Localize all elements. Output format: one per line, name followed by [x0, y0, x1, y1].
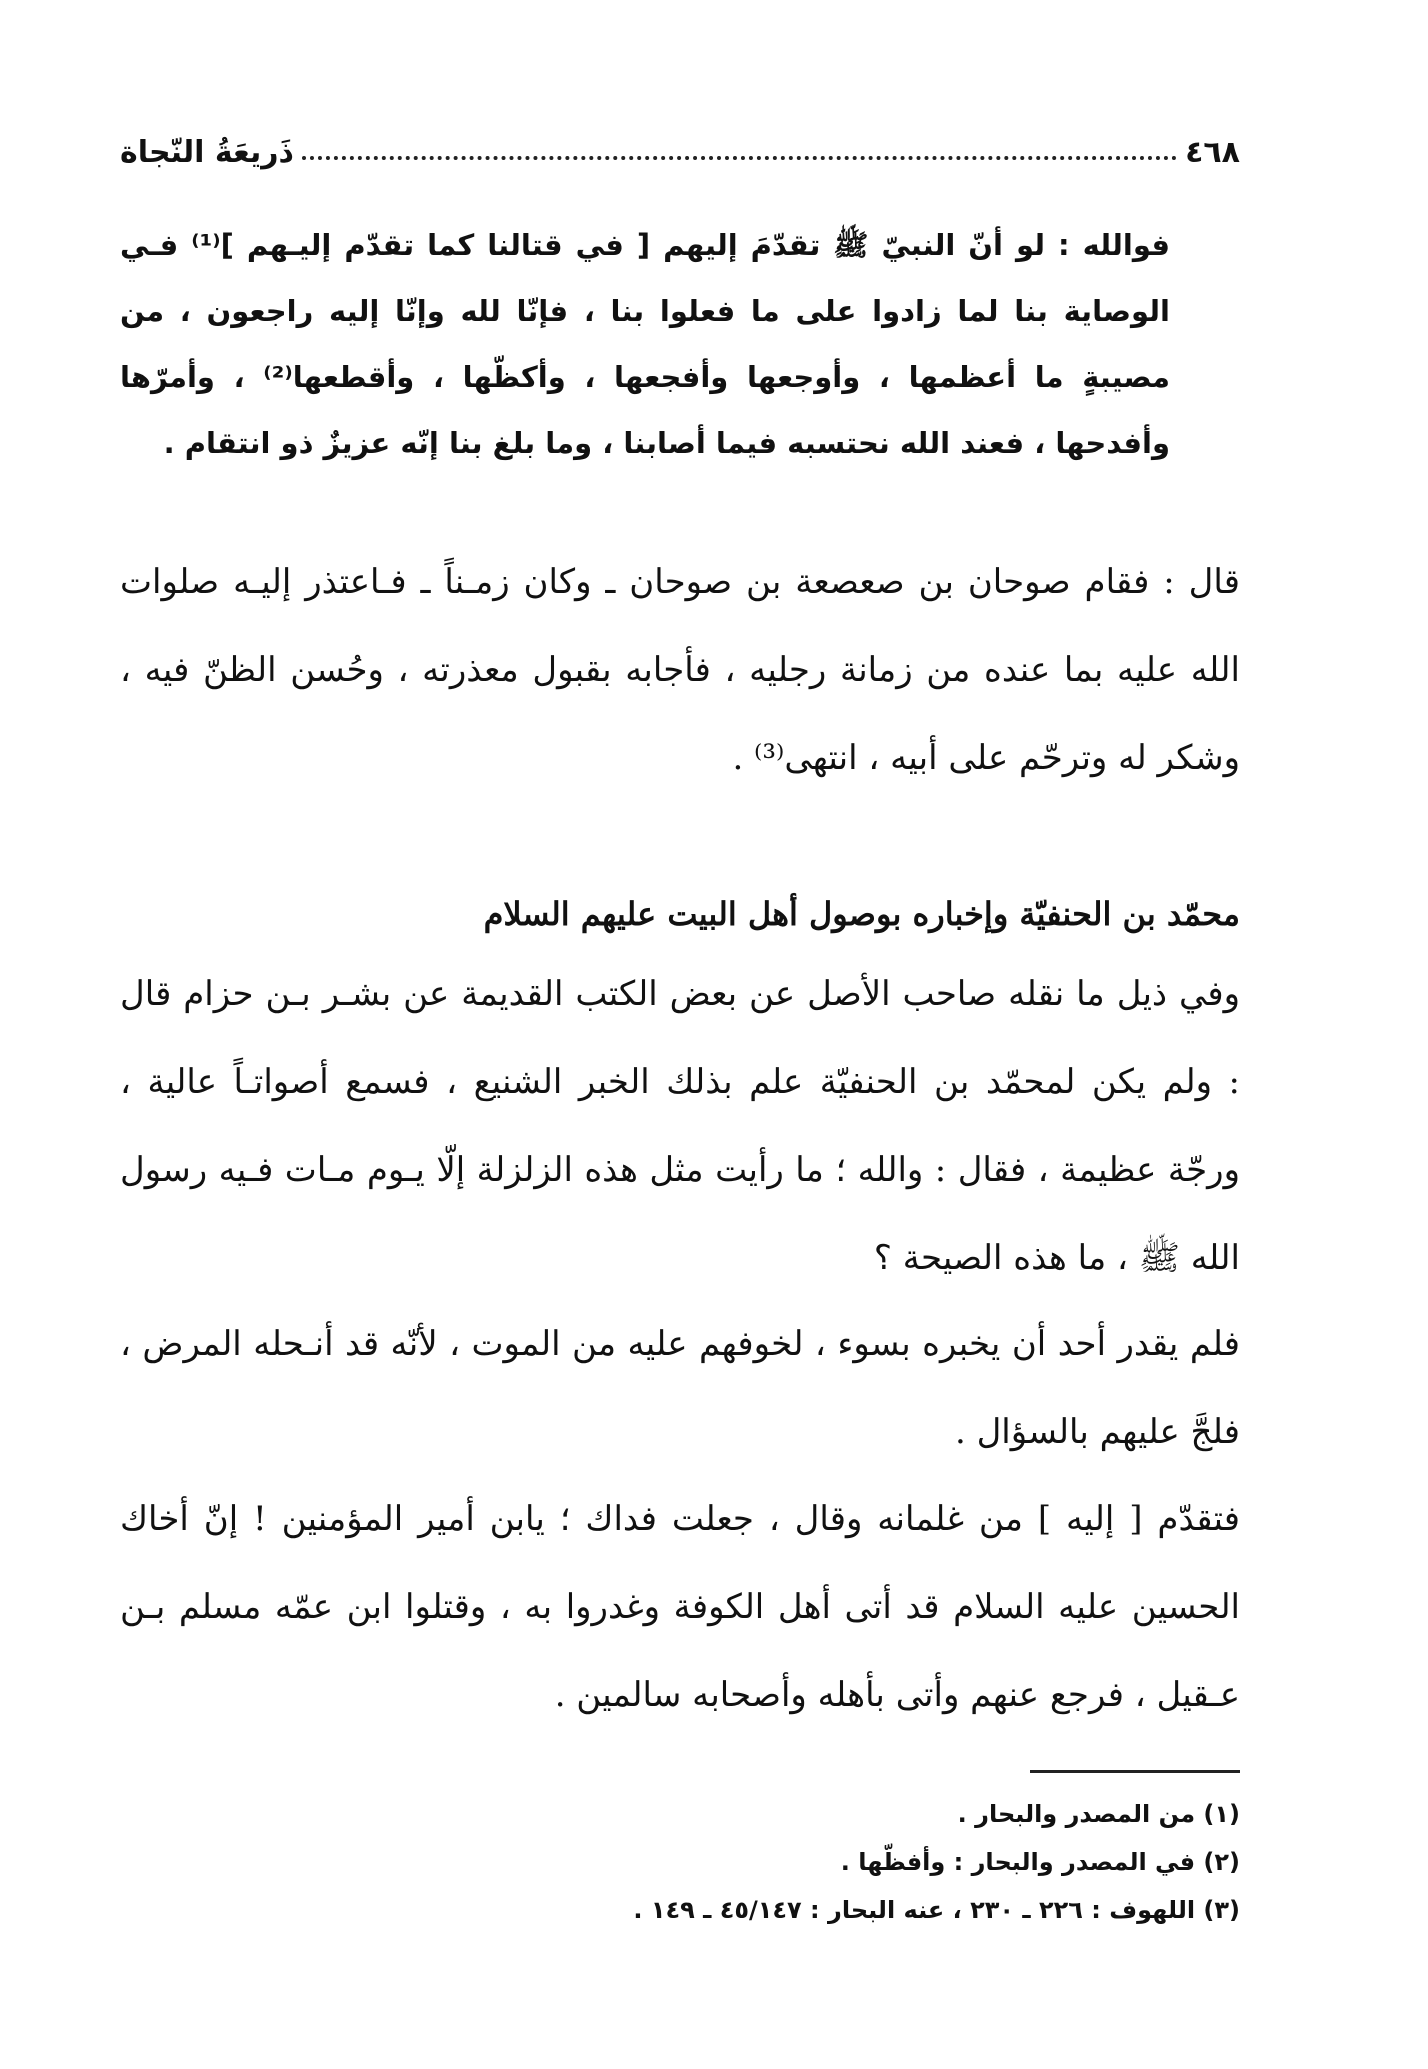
paragraph-sawhan — [120, 538, 1240, 802]
page-header — [120, 120, 1240, 170]
section-heading-text: محمّد بن الحنفيّة وإخباره بوصول أهل البيت عليهم السلام — [483, 895, 1240, 933]
paragraph-servant-text: فتقدّم [ إليه ] من غلمانه وقال ، جعلت فداك ؛ يابن أمير المؤمنين ! إنّ أخاك الحسين عليه السلام قد أتى أهل الكوفة وغدروا به ، وقتلوا ابن عمّه مسلم بـن عـقيل ، فرجع عنهم وأتى بأهله وأصحابه سالمين . — [120, 1499, 1240, 1715]
footnotes — [120, 1790, 1240, 1934]
footnote-separator — [1030, 1770, 1240, 1773]
paragraph-ibn-hanafiyya-text: وفي ذيل ما نقله صاحب الأصل عن بعض الكتب القديمة عن بشـر بـن حزام قال : ولم يكن لمحمّد بن الحنفيّة علم بذلك الخبر الشنيع ، فسمع أصواتـاً عالية ، ورجّة عظيمة ، فقال : والله ؛ ما رأيت مثل هذه الزلزلة إلّا يـوم مـات فـيه رسول الله ﷺ ، ما هذه الصيحة ؟ — [120, 974, 1240, 1278]
footnote-1: (١) من المصدر والبحار . — [957, 1800, 1240, 1828]
paragraph-illness — [120, 1300, 1240, 1476]
quoted-sermon-block — [120, 212, 1240, 476]
page-number: ٤٦٨ — [1185, 135, 1240, 170]
paragraph-ibn-hanafiyya — [120, 950, 1240, 1302]
footnote-2: (٢) في المصدر والبحار : وأفظّها . — [840, 1848, 1240, 1876]
header-dotted-leader — [302, 156, 1177, 160]
paragraph-illness-text: فلم يقدر أحد أن يخبره بسوء ، لخوفهم عليه من الموت ، لأنّه قد أنـحله المرض ، فلجَّ عليهم بالسؤال . — [120, 1324, 1240, 1452]
paragraph-servant — [120, 1475, 1240, 1739]
paragraph-sawhan-text: قال : فقام صوحان بن صعصعة بن صوحان ـ وكان زمـناً ـ فـاعتذر إليـه صلوات الله عليه بما عنده من زمانة رجليه ، فأجابه بقبول معذرته ، وحُسن الظنّ فيه ، وشكر له وترحّم على أبيه ، انتهى⁽³⁾ . — [120, 562, 1240, 778]
quoted-sermon-text: فوالله : لو أنّ النبيّ ﷺ تقدّمَ إليهم [ في قتالنا كما تقدّم إليـهم ]⁽¹⁾ فـي الوصاية بنا لما زادوا على ما فعلوا بنا ، فإنّا لله وإنّا إليه راجعون ، من مصيبةٍ ما أعظمها ، وأوجعها وأفجعها ، وأكظّها ، وأقطعها⁽²⁾ ، وأمرّها وأفدحها ، فعند الله نحتسبه فيما أصابنا ، وما بلغ بنا إنّه عزيزٌ ذو انتقام . — [120, 228, 1171, 460]
book-title: ذَريعَةُ النّجاة — [120, 135, 294, 170]
footnote-3: (٣) اللهوف : ٢٢٦ ـ ٢٣٠ ، عنه البحار : ٤٥/١٤٧ ـ ١٤٩ . — [633, 1896, 1240, 1924]
section-heading — [120, 895, 1240, 933]
